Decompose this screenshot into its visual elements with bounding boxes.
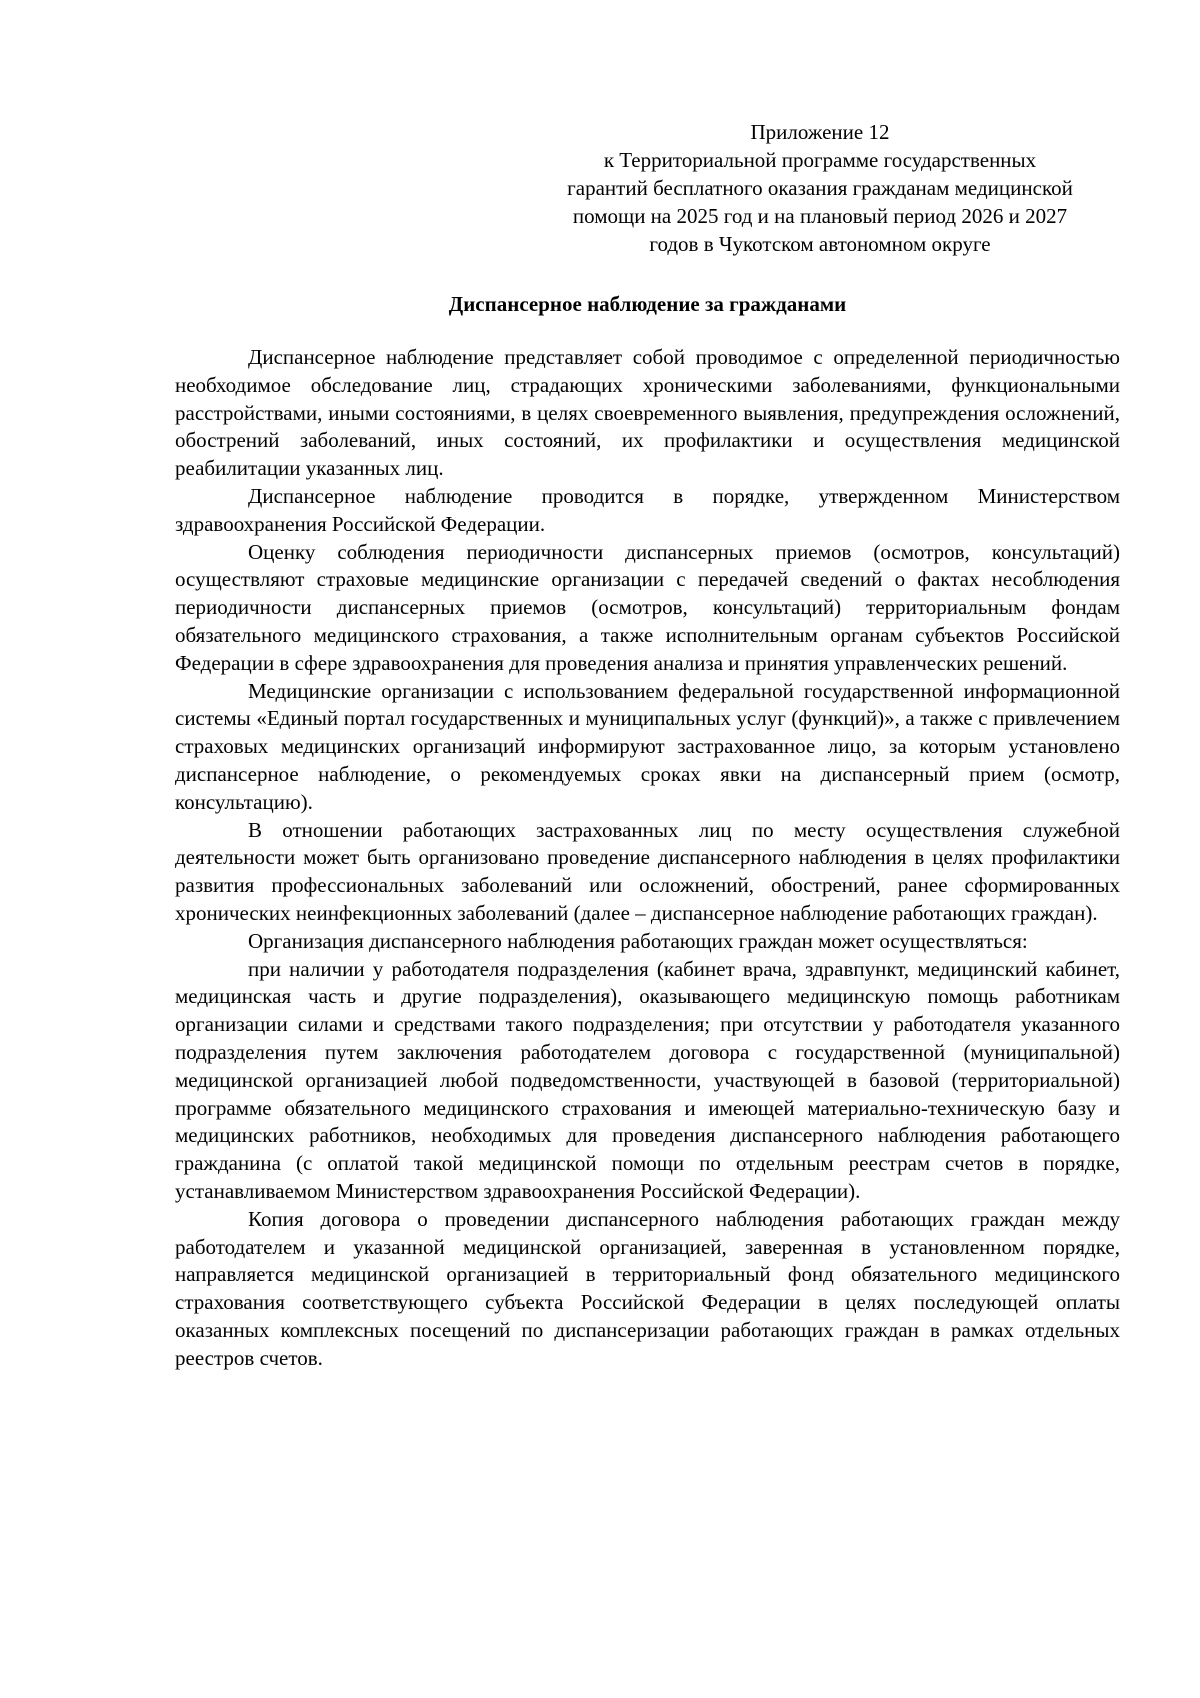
document-title: Диспансерное наблюдение за гражданами [448, 292, 847, 316]
body-paragraph: В отношении работающих застрахованных лиц по месту осуществления служебной деятельности может быть организовано проведение диспансерного наблюдения в целях профилактики развития профессиональных заболеваний или осложнений, обострений, ранее сформированных хронических неинфекционных заболеваний (далее – диспансерное наблюдение работающих граждан). [175, 817, 1120, 925]
body-paragraph: Организация диспансерного наблюдения работающих граждан может осуществляться: [248, 928, 1028, 953]
body-paragraph: Медицинские организации с использованием федеральной государственной информационной системы «Единый портал государственных и муниципальных услуг (функций)», а также с привлечением страховых медицинских организаций информируют застрахованное лицо, за которым установлено диспансерное наблюдение, о рекомендуемых сроках явки на диспансерный прием (осмотр, консультацию). [175, 678, 1120, 814]
annex-reference-line: годов в Чукотском автономном округе [649, 232, 991, 256]
annex-number: Приложение 12 [750, 120, 890, 144]
annex-reference-line: гарантий бесплатного оказания гражданам медицинской [567, 176, 1073, 200]
body-paragraph: Копия договора о проведении диспансерного наблюдения работающих граждан между работодателем и указанной медицинской организацией, заверенная в установленном порядке, направляется медицинской организацией в территориальный фонд обязательного медицинского страхования соответствующего субъекта Российской Федерации в целях последующей оплаты оказанных комплексных посещений по диспансеризации работающих граждан в рамках отдельных реестров счетов. [175, 1206, 1120, 1370]
body-paragraph: Оценку соблюдения периодичности диспансерных приемов (осмотров, консультаций) осуществляют страховые медицинские организации с передачей сведений о фактах несоблюдения периодичности диспансерных приемов (осмотров, консультаций) территориальным фондам обязательного медицинского страхования, а также исполнительным органам субъектов Российской Федерации в сфере здравоохранения для проведения анализа и принятия управленческих решений. [175, 539, 1120, 675]
body-paragraph: Диспансерное наблюдение проводится в порядке, утвержденном Министерством здравоохранения Российской Федерации. [175, 483, 1120, 536]
annex-header [520, 118, 1120, 258]
document-body [175, 344, 1120, 1372]
body-paragraph: Диспансерное наблюдение представляет собой проводимое с определенной периодичностью необходимое обследование лиц, страдающих хроническими заболеваниями, функциональными расстройствами, иными состояниями, в целях своевременного выявления, предупреждения осложнений, обострений заболеваний, иных состояний, их профилактики и осуществления медицинской реабилитации указанных лиц. [175, 345, 1120, 481]
body-paragraph: при наличии у работодателя подразделения (кабинет врача, здравпункт, медицинский кабинет, медицинская часть и другие подразделения), оказывающего медицинскую помощь работникам организации силами и средствами такого подразделения; при отсутствии у работодателя указанного подразделения путем заключения работодателем договора с государственной (муниципальной) медицинской организацией любой подведомственности, участвующей в базовой (территориальной) программе обязательного медицинского страхования и имеющей материально-техническую базу и медицинских работников, необходимых для проведения диспансерного наблюдения работающего гражданина (с оплатой такой медицинской помощи по отдельным реестрам счетов в порядке, устанавливаемом Министерством здравоохранения Российской Федерации). [175, 956, 1120, 1203]
annex-reference-line: помощи на 2025 год и на плановый период 2026 и 2027 [572, 204, 1068, 228]
annex-reference-line: к Территориальной программе государственных [603, 148, 1037, 172]
